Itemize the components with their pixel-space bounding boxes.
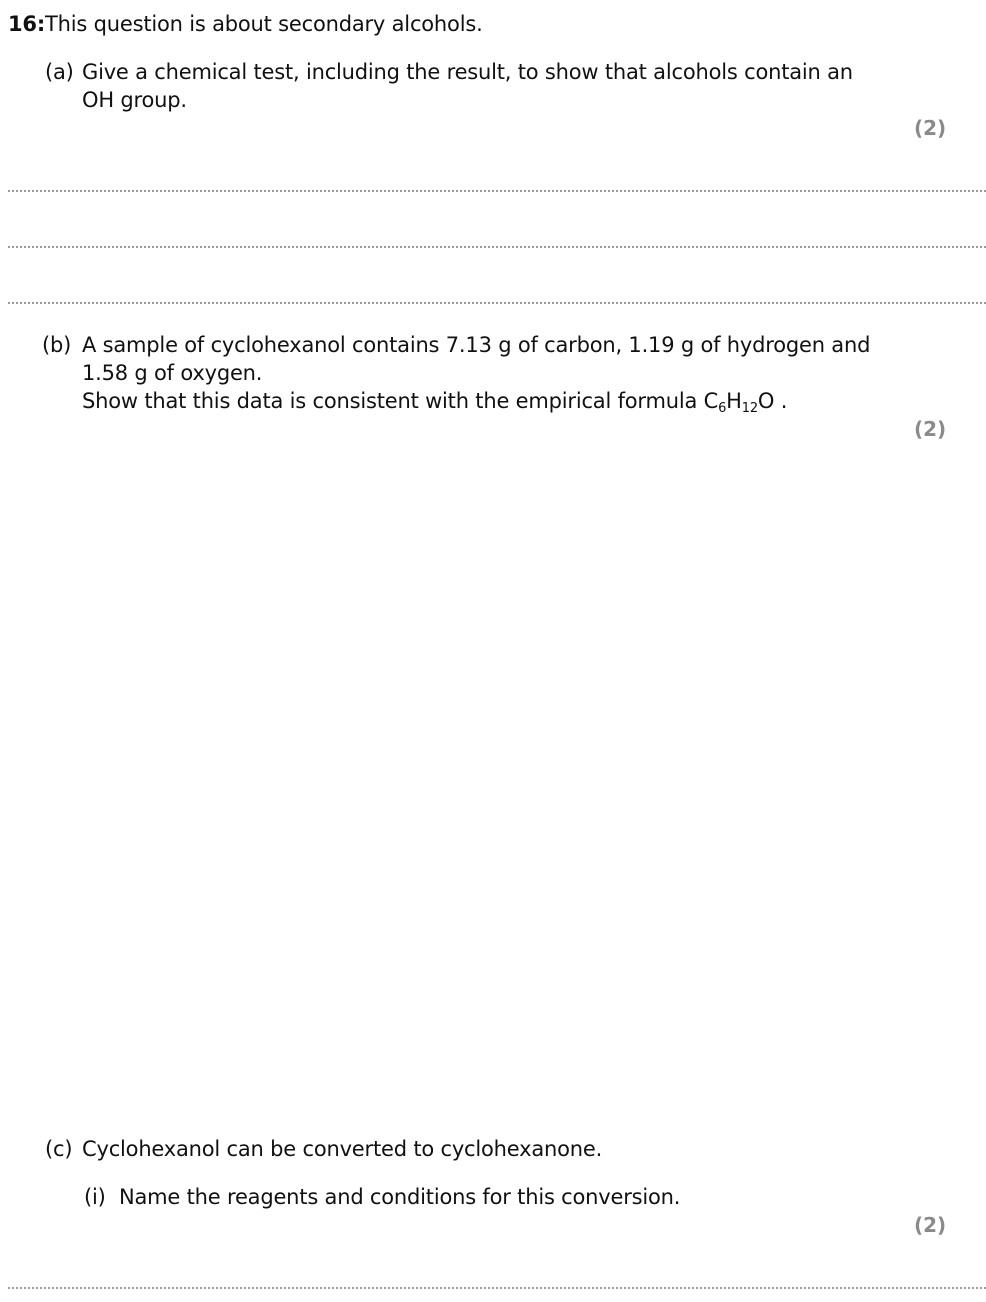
part-b-text-line1: A sample of cyclohexanol contains 7.13 g of carbon, 1.19 g of hydrogen and (82, 333, 871, 357)
answer-line-a2[interactable] (8, 246, 986, 248)
answer-line-a3[interactable] (8, 302, 986, 304)
part-b-line3-text: Show that this data is consistent with the empirical formula C (82, 389, 719, 413)
formula-subscript-carbon: 6 (718, 401, 727, 416)
answer-line-a1[interactable] (8, 190, 986, 192)
part-a-text-line2: OH group. (82, 88, 187, 112)
part-a-label: (a) (45, 60, 74, 84)
part-c-i-marks: (2) (914, 1213, 947, 1237)
part-b-text-line3 (82, 387, 787, 415)
part-b-label: (b) (42, 333, 72, 357)
question-number: 16: (8, 12, 46, 36)
part-a-marks: (2) (914, 116, 947, 140)
part-c-i-text: Name the reagents and conditions for this conversion. (119, 1185, 681, 1209)
part-b-marks: (2) (914, 417, 947, 441)
part-c-label: (c) (45, 1137, 73, 1161)
formula-hydrogen: H (726, 389, 742, 413)
question-stem: This question is about secondary alcohols. (45, 12, 483, 36)
part-a-text-line1: Give a chemical test, including the result, to show that alcohols contain an (82, 60, 853, 84)
part-c-i-label: (i) (84, 1185, 106, 1209)
part-b-working-area[interactable] (8, 450, 986, 1110)
part-c-text: Cyclohexanol can be converted to cyclohexanone. (82, 1137, 603, 1161)
part-b-text-line2: 1.58 g of oxygen. (82, 361, 263, 385)
answer-line-c1[interactable] (8, 1287, 986, 1289)
formula-oxygen: O . (757, 389, 788, 413)
formula-subscript-hydrogen: 12 (741, 401, 758, 416)
question-header (8, 10, 483, 38)
